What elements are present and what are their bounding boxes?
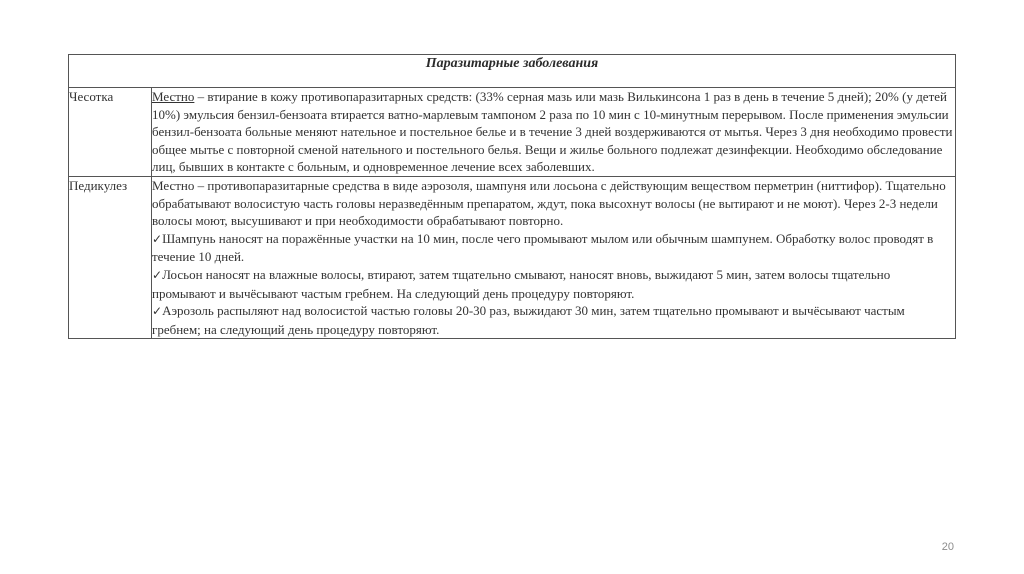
disease-name-scabies: Чесотка — [69, 88, 152, 177]
table-row — [69, 88, 956, 177]
disease-name-pediculosis: Педикулез — [69, 176, 152, 338]
bullet-text: Шампунь наносят на поражённые участки на 10 мин, после чего промывают мылом или обычным шампунем. Обработку волос проводят в течение 10 дней. — [152, 230, 934, 265]
treatment-bullet — [152, 230, 955, 266]
bullet-text: Аэрозоль распыляют над волосистой частью головы 20-30 раз, выжидают 30 мин, затем тщательно промывают и вычёсывают частым гребнем; на следующий день процедуру повторяют. — [152, 303, 905, 337]
table-title: Паразитарные заболевания — [69, 55, 956, 88]
treatment-pediculosis — [152, 176, 956, 338]
checkmark-icon: ✓ — [152, 267, 163, 282]
checkmark-icon: ✓ — [152, 304, 163, 319]
treatment-text: – втирание в кожу противопаразитарных средств: (33% серная мазь или мазь Вилькинсона 1 раз в день в течение 5 дней); 20% (у детей 10%) эмульсия бензил-бензоата втирается ватно-марлевым тампоном 2 раза по 10 мин с 10-минутным перерывом. После применения эмульсии бензил-бензоата больные меняют нательное и постельное белье и в течение 3 дней воздерживаются от мытья. Через 3 дня необходимо провести общее мытье с повторной сменой нательного и постельного белья. Вещи и жилье больного подлежат дезинфекции. Необходимо обследование лиц, бывших в контакте с больным, и одновременное лечение всех заболевших. — [152, 89, 953, 175]
disease-table — [68, 54, 956, 339]
table-header-row — [69, 55, 956, 88]
treatment-bullet — [152, 266, 955, 302]
treatment-lead: Местно — [152, 89, 195, 104]
bullet-text: Лосьон наносят на влажные волосы, втирают, затем тщательно смывают, наносят вновь, выжидают 5 мин, затем волосы тщательно промывают и вычёсывают частым гребнем. На следующий день процедуру повторяют. — [152, 266, 891, 301]
treatment-bullet — [152, 302, 955, 338]
treatment-intro: Местно – противопаразитарные средства в виде аэрозоля, шампуня или лосьона с действующим веществом перметрин (ниттифор). Тщательно обрабатывают волосистую часть головы неразведённым препаратом, ждут, пока высохнут волосы (не вытирают и не моют). Через 2-3 недели волосы моют, высушивают и при необходимости обрабатывают повторно. — [152, 177, 946, 229]
checkmark-icon: ✓ — [152, 231, 163, 246]
table-row — [69, 176, 956, 338]
page-number: 20 — [941, 541, 954, 553]
treatment-scabies — [152, 88, 956, 177]
